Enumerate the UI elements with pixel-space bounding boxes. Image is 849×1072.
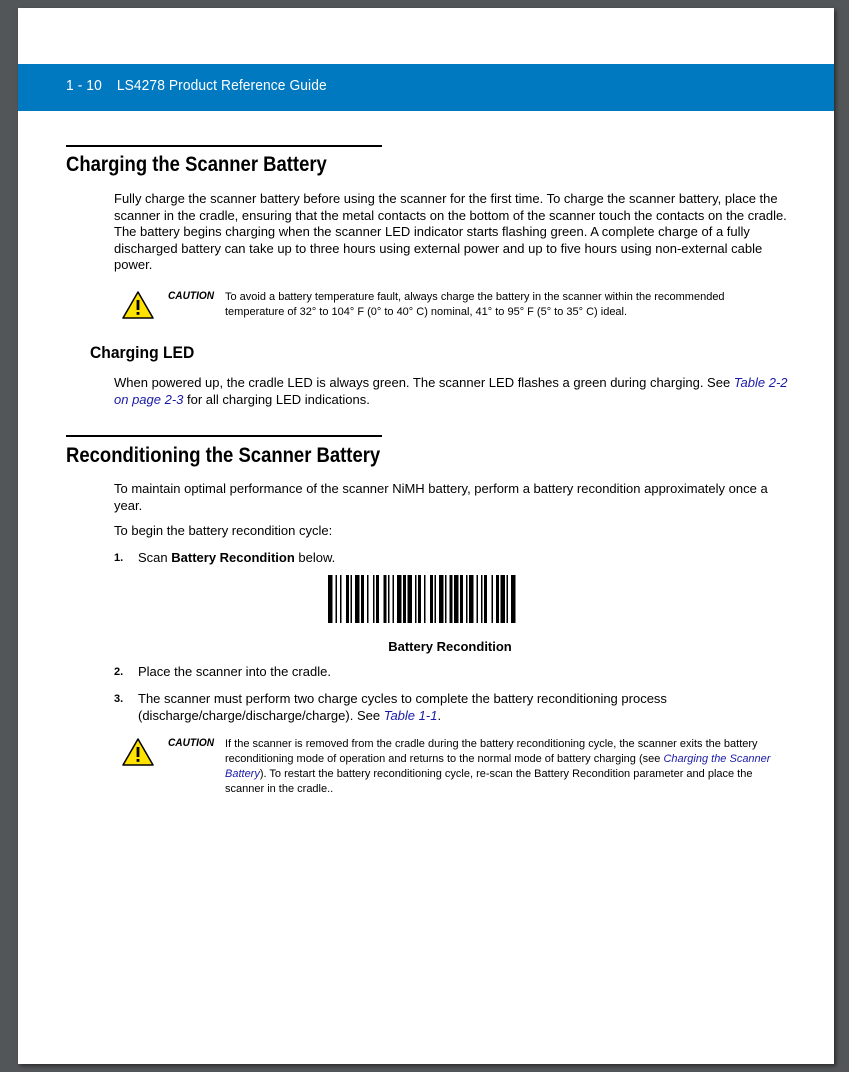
barcode-bar (507, 575, 509, 623)
barcode-bar (481, 575, 483, 623)
barcode-bar (466, 575, 468, 623)
table-1-1-link[interactable]: Table 1-1 (383, 707, 438, 723)
caution-text (225, 737, 775, 797)
recondition-paragraph-1: To maintain optimal performance of the scanner NiMH battery, perform a battery recondition approximately once a year. (114, 481, 768, 513)
charging-section-link[interactable]: Charging the Scanner Battery (225, 753, 771, 780)
barcode-bar (445, 575, 447, 623)
step-3-text: The scanner must perform two charge cycles to complete the battery reconditioning process (discharge/charge/discharge/charge). See (138, 691, 667, 723)
barcode-bar (336, 575, 338, 623)
battery-recondition-barcode[interactable] (328, 575, 572, 623)
caution-text-before: If the scanner is removed from the cradle during the battery reconditioning cycle, the scanner exits the battery reconditioning mode of operation and returns to the normal mode of battery charging (see (225, 738, 758, 765)
barcode-bar (484, 575, 487, 623)
warning-triangle-icon (121, 290, 155, 320)
barcode-bar (384, 575, 387, 623)
barcode-bar (361, 575, 364, 623)
barcode-bar (477, 575, 479, 623)
step-1-after: below. (294, 550, 336, 565)
barcode-bar (501, 575, 506, 623)
subsection-title-charging-led: Charging LED (90, 343, 195, 362)
barcode-bar (408, 575, 413, 623)
step-number: 2. (114, 666, 124, 678)
caution-text: To avoid a battery temperature fault, always charge the battery in the scanner within the recommended temperature of 32° to 104° F (0° to 40° C) nominal, 41° to 95° F (5° to 35° C) ideal. (225, 291, 725, 318)
step-1-text: Scan (138, 550, 172, 565)
step-1 (114, 550, 790, 567)
page-header (66, 77, 327, 94)
barcode-bar (511, 575, 516, 623)
barcode-bar (367, 575, 369, 623)
section-rule (66, 145, 382, 147)
barcode-bar (393, 575, 395, 623)
barcode-bar (469, 575, 474, 623)
charging-paragraph: Fully charge the scanner battery before using the scanner for the first time. To charge the scanner battery, place the scanner in the cradle, ensuring that the metal contacts on the bottom of the scanner touch the contacts on the cradle. The battery begins charging when the scanner LED indicator starts flashing green. A complete charge of a fully discharged battery can take up to three hours using external power and up to five hours using non-external cable power. (114, 191, 787, 272)
step-3 (114, 691, 790, 724)
barcode-bar (355, 575, 360, 623)
step-2 (114, 664, 790, 681)
step-3-after: . (437, 707, 442, 723)
table-2-2-link[interactable]: Table 2-2 on page 2-3 (114, 375, 788, 407)
barcode-bar (418, 575, 421, 623)
recondition-paragraph-2: To begin the battery recondition cycle: (114, 523, 333, 538)
led-text-before: When powered up, the cradle LED is always green. The scanner LED flashes a green during charging. See (114, 375, 734, 390)
document-page (18, 8, 834, 1064)
barcode-bar (346, 575, 349, 623)
caution-label: CAUTION (168, 290, 215, 302)
step-number: 1. (114, 552, 124, 564)
barcode-bar (492, 575, 494, 623)
section-title-reconditioning: Reconditioning the Scanner Battery (66, 444, 381, 467)
barcode-bar (340, 575, 342, 623)
guide-title: LS4278 Product Reference Guide (116, 77, 327, 94)
warning-triangle-icon (121, 737, 155, 767)
led-text-after: for all charging LED indications. (183, 391, 370, 407)
barcode-bar (450, 575, 453, 623)
section-title-charging: Charging the Scanner Battery (66, 153, 327, 176)
section-rule (66, 435, 382, 437)
caution-text-after: ). To restart the battery reconditioning cycle, re-scan the Battery Recondition parameter and place the scanner in the cradle.. (225, 768, 753, 795)
barcode-bar (415, 575, 417, 623)
caution-label: CAUTION (168, 737, 215, 749)
step-2-text: Place the scanner into the cradle. (138, 664, 331, 679)
barcode-bar (351, 575, 353, 623)
barcode-bar (373, 575, 375, 623)
barcode-bar (430, 575, 433, 623)
barcode-bar (397, 575, 402, 623)
barcode-bar (439, 575, 444, 623)
step-number: 3. (114, 693, 124, 705)
page-number: 1 - 10 (66, 77, 102, 94)
step-1-bold: Battery Recondition (171, 550, 295, 565)
barcode-label: Battery Recondition (388, 639, 512, 654)
barcode-bar (460, 575, 463, 623)
barcode-bar (454, 575, 459, 623)
barcode-bar (403, 575, 406, 623)
barcode-bar (496, 575, 499, 623)
barcode-bar (388, 575, 390, 623)
barcode-bar (376, 575, 379, 623)
barcode-bar (328, 575, 333, 623)
barcode-bar (435, 575, 437, 623)
barcode-bar (424, 575, 426, 623)
charging-led-paragraph (114, 375, 790, 408)
